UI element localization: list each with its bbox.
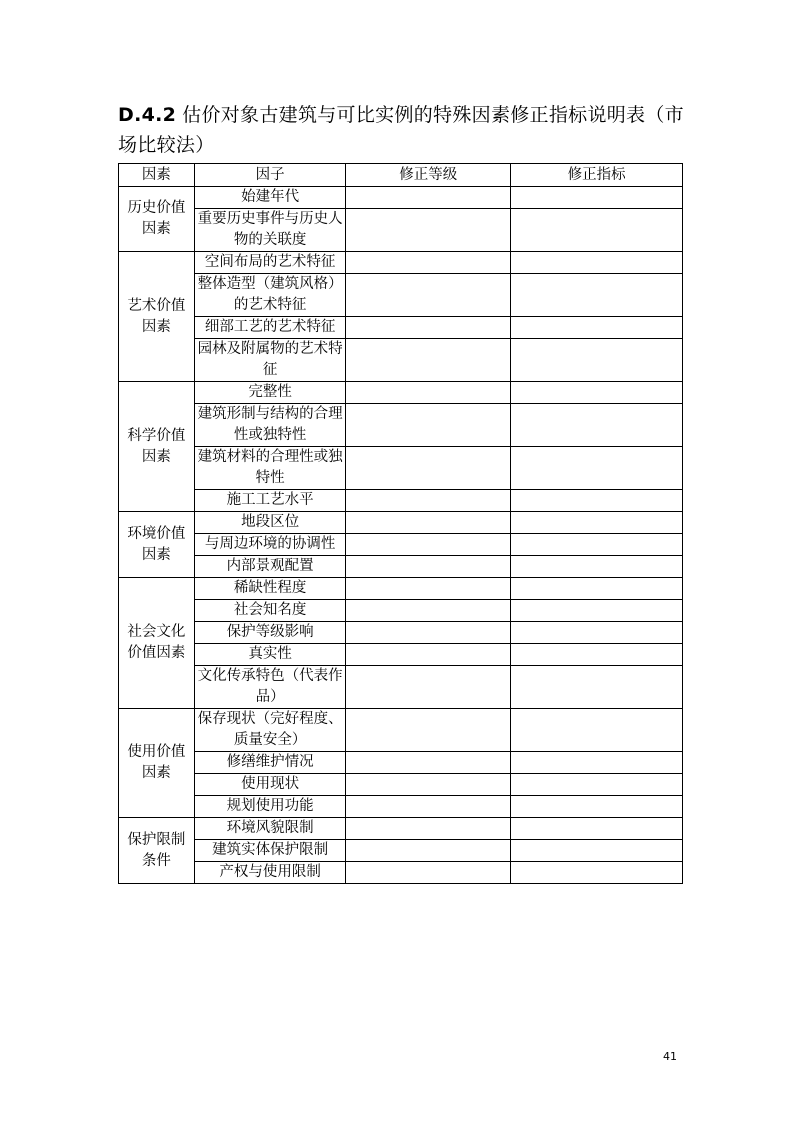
- category-cell: 环境价值因素: [119, 512, 195, 578]
- index-cell[interactable]: [511, 752, 683, 774]
- index-cell[interactable]: [511, 556, 683, 578]
- factor-cell: 修缮维护情况: [194, 752, 346, 774]
- category-cell: 使用价值因素: [119, 709, 195, 818]
- grade-cell[interactable]: [346, 796, 511, 818]
- header-grade: 修正等级: [346, 164, 511, 187]
- grade-cell[interactable]: [346, 644, 511, 666]
- factor-cell: 重要历史事件与历史人物的关联度: [194, 209, 346, 252]
- grade-cell[interactable]: [346, 774, 511, 796]
- factor-cell: 稀缺性程度: [194, 578, 346, 600]
- index-cell[interactable]: [511, 578, 683, 600]
- grade-cell[interactable]: [346, 382, 511, 404]
- index-cell[interactable]: [511, 796, 683, 818]
- factor-cell: 规划使用功能: [194, 796, 346, 818]
- factor-cell: 环境风貌限制: [194, 818, 346, 840]
- category-cell: 科学价值因素: [119, 382, 195, 512]
- factor-cell: 真实性: [194, 644, 346, 666]
- index-cell[interactable]: [511, 666, 683, 709]
- grade-cell[interactable]: [346, 339, 511, 382]
- table-row: [119, 382, 683, 404]
- factor-cell: 完整性: [194, 382, 346, 404]
- grade-cell[interactable]: [346, 556, 511, 578]
- grade-cell[interactable]: [346, 752, 511, 774]
- table-row: [119, 644, 683, 666]
- index-cell[interactable]: [511, 317, 683, 339]
- index-cell[interactable]: [511, 187, 683, 209]
- index-cell[interactable]: [511, 512, 683, 534]
- page-number: 41: [663, 1050, 677, 1063]
- factor-cell: 使用现状: [194, 774, 346, 796]
- table-row: [119, 404, 683, 447]
- header-factor: 因子: [194, 164, 346, 187]
- index-cell[interactable]: [511, 339, 683, 382]
- table-row: [119, 252, 683, 274]
- index-cell[interactable]: [511, 404, 683, 447]
- table-row: [119, 339, 683, 382]
- factor-cell: 地段区位: [194, 512, 346, 534]
- table-row: [119, 862, 683, 884]
- index-cell[interactable]: [511, 709, 683, 752]
- grade-cell[interactable]: [346, 622, 511, 644]
- header-category: 因素: [119, 164, 195, 187]
- table-row: [119, 796, 683, 818]
- factor-cell: 内部景观配置: [194, 556, 346, 578]
- table-header-row: [119, 164, 683, 187]
- header-index: 修正指标: [511, 164, 683, 187]
- factor-cell: 空间布局的艺术特征: [194, 252, 346, 274]
- index-cell[interactable]: [511, 644, 683, 666]
- grade-cell[interactable]: [346, 490, 511, 512]
- grade-cell[interactable]: [346, 447, 511, 490]
- factor-cell: 建筑材料的合理性或独特性: [194, 447, 346, 490]
- grade-cell[interactable]: [346, 578, 511, 600]
- table-heading: [118, 100, 688, 160]
- index-cell[interactable]: [511, 447, 683, 490]
- grade-cell[interactable]: [346, 274, 511, 317]
- factor-cell: 文化传承特色（代表作品）: [194, 666, 346, 709]
- table-row: [119, 774, 683, 796]
- factor-cell: 与周边环境的协调性: [194, 534, 346, 556]
- table-row: [119, 556, 683, 578]
- grade-cell[interactable]: [346, 666, 511, 709]
- factor-cell: 施工工艺水平: [194, 490, 346, 512]
- grade-cell[interactable]: [346, 404, 511, 447]
- factor-cell: 细部工艺的艺术特征: [194, 317, 346, 339]
- table-row: [119, 274, 683, 317]
- category-cell: 社会文化价值因素: [119, 578, 195, 709]
- table-row: [119, 818, 683, 840]
- grade-cell[interactable]: [346, 209, 511, 252]
- grade-cell[interactable]: [346, 187, 511, 209]
- factor-cell: 社会知名度: [194, 600, 346, 622]
- table-row: [119, 447, 683, 490]
- section-title: 估价对象古建筑与可比实例的特殊因素修正指标说明表（市场比较法）: [118, 104, 684, 156]
- category-cell: 历史价值因素: [119, 187, 195, 252]
- index-cell[interactable]: [511, 534, 683, 556]
- factor-cell: 园林及附属物的艺术特征: [194, 339, 346, 382]
- index-cell[interactable]: [511, 490, 683, 512]
- index-cell[interactable]: [511, 252, 683, 274]
- table-body: [119, 187, 683, 884]
- factor-cell: 整体造型（建筑风格）的艺术特征: [194, 274, 346, 317]
- grade-cell[interactable]: [346, 709, 511, 752]
- grade-cell[interactable]: [346, 534, 511, 556]
- index-cell[interactable]: [511, 209, 683, 252]
- table-row: [119, 666, 683, 709]
- index-cell[interactable]: [511, 774, 683, 796]
- table-row: [119, 534, 683, 556]
- factor-cell: 建筑实体保护限制: [194, 840, 346, 862]
- index-cell[interactable]: [511, 840, 683, 862]
- grade-cell[interactable]: [346, 600, 511, 622]
- index-cell[interactable]: [511, 818, 683, 840]
- grade-cell[interactable]: [346, 512, 511, 534]
- index-cell[interactable]: [511, 382, 683, 404]
- index-cell[interactable]: [511, 862, 683, 884]
- correction-index-table: [118, 163, 683, 884]
- factor-cell: 保护等级影响: [194, 622, 346, 644]
- table-row: [119, 512, 683, 534]
- table-row: [119, 622, 683, 644]
- table-row: [119, 317, 683, 339]
- section-code: D.4.2: [118, 104, 177, 126]
- grade-cell[interactable]: [346, 862, 511, 884]
- table-row: [119, 209, 683, 252]
- table-row: [119, 187, 683, 209]
- grade-cell[interactable]: [346, 252, 511, 274]
- index-cell[interactable]: [511, 600, 683, 622]
- factor-cell: 产权与使用限制: [194, 862, 346, 884]
- table-row: [119, 600, 683, 622]
- grade-cell[interactable]: [346, 818, 511, 840]
- index-cell[interactable]: [511, 622, 683, 644]
- factor-cell: 保存现状（完好程度、质量安全）: [194, 709, 346, 752]
- table-row: [119, 578, 683, 600]
- table-row: [119, 752, 683, 774]
- factor-cell: 始建年代: [194, 187, 346, 209]
- table-row: [119, 709, 683, 752]
- category-cell: 保护限制条件: [119, 818, 195, 884]
- grade-cell[interactable]: [346, 840, 511, 862]
- grade-cell[interactable]: [346, 317, 511, 339]
- table-row: [119, 840, 683, 862]
- index-cell[interactable]: [511, 274, 683, 317]
- category-cell: 艺术价值因素: [119, 252, 195, 382]
- factor-cell: 建筑形制与结构的合理性或独特性: [194, 404, 346, 447]
- table-row: [119, 490, 683, 512]
